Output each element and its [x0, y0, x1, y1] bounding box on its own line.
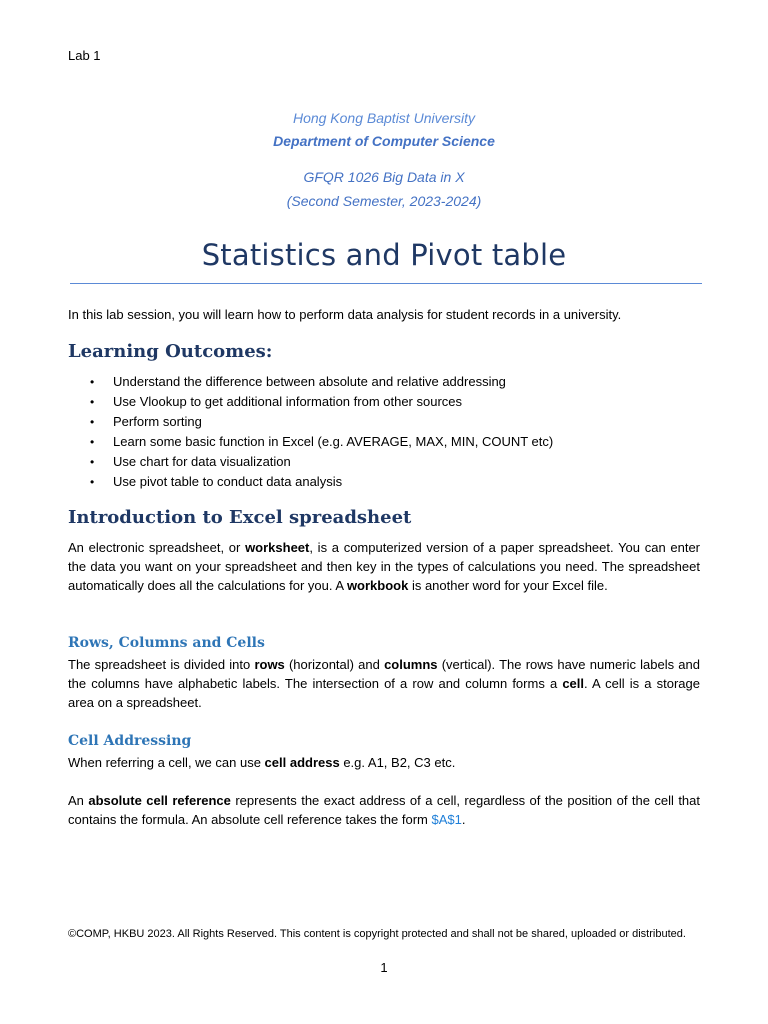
spreadsheet-paragraph — [68, 538, 700, 595]
bullet-icon: • — [90, 435, 95, 449]
text-run: e.g. A1, B2, C3 etc. — [339, 755, 456, 770]
text-run: , is a computerized version of a paper spreadsheet. You can enter the data you want on your spreadsheet and then key in the types of calculations you need. The spreadsheet automatically does all the calculations for you. A — [68, 540, 700, 593]
bullet-icon: • — [90, 415, 95, 429]
text-run: When referring a cell, we can use — [68, 755, 265, 770]
bold-term: cell — [562, 676, 585, 691]
rows-columns-cells-heading: Rows, Columns and Cells — [68, 635, 265, 651]
list-item — [68, 392, 553, 412]
copyright-notice: ©COMP, HKBU 2023. All Rights Reserved. This content is copyright protected and shall not be shared, uploaded or distributed. — [68, 928, 686, 940]
list-item-text: Understand the difference between absolute and relative addressing — [113, 374, 506, 389]
text-run: is another word for your Excel file. — [408, 578, 608, 593]
lab-label: Lab 1 — [68, 48, 101, 63]
bold-term: cell address — [264, 755, 340, 770]
text-run: The spreadsheet is divided into — [68, 657, 255, 672]
bullet-icon: • — [90, 375, 95, 389]
page-number: 1 — [380, 960, 388, 975]
list-item — [68, 472, 553, 492]
text-run: An electronic spreadsheet, or — [68, 540, 246, 555]
page-title: Statistics and Pivot table — [201, 238, 567, 272]
rows-columns-paragraph — [68, 655, 700, 712]
learning-outcomes-list — [68, 372, 553, 492]
bold-term: workbook — [346, 578, 409, 593]
bold-term: worksheet — [245, 540, 310, 555]
absolute-reference-paragraph — [68, 791, 700, 829]
bold-term: absolute cell reference — [88, 793, 231, 808]
list-item-text: Learn some basic function in Excel (e.g. AVERAGE, MAX, MIN, COUNT etc) — [113, 434, 554, 449]
course-name: GFQR 1026 Big Data in X — [303, 169, 465, 185]
list-item — [68, 432, 553, 452]
department-name: Department of Computer Science — [273, 133, 495, 149]
semester-label: (Second Semester, 2023-2024) — [286, 193, 482, 209]
excel-intro-heading: Introduction to Excel spreadsheet — [68, 507, 412, 528]
university-name: Hong Kong Baptist University — [292, 110, 476, 126]
bold-term: columns — [384, 657, 438, 672]
text-run: represents the exact address of a cell, regardless of the position of the cell that contains the formula. An absolute cell reference takes the form — [68, 793, 701, 827]
intro-paragraph: In this lab session, you will learn how to perform data analysis for student records in a university. — [68, 307, 622, 322]
text-run: (vertical). The rows have numeric labels and the columns have alphabetic labels. The intersection of a row and column forms a — [68, 657, 700, 691]
learning-outcomes-heading: Learning Outcomes: — [68, 341, 273, 362]
list-item — [68, 372, 553, 392]
list-item — [68, 452, 553, 472]
list-item-text: Use chart for data visualization — [113, 454, 291, 469]
list-item-text: Use Vlookup to get additional information from other sources — [113, 394, 463, 409]
text-run: (horizontal) and — [284, 657, 385, 672]
bullet-icon: • — [90, 395, 95, 409]
list-item-text: Perform sorting — [113, 414, 202, 429]
text-run: . A cell is a storage area on a spreadsheet. — [68, 676, 700, 710]
list-item-text: Use pivot table to conduct data analysis — [113, 474, 343, 489]
title-divider — [70, 283, 702, 284]
list-item — [68, 412, 553, 432]
bullet-icon: • — [90, 455, 95, 469]
cell-addressing-heading: Cell Addressing — [68, 733, 192, 749]
bold-term: rows — [254, 657, 285, 672]
text-run: . — [461, 812, 466, 827]
cell-address-paragraph — [68, 753, 700, 772]
text-run: An — [68, 793, 89, 808]
absolute-reference-example: $A$1 — [431, 812, 462, 827]
bullet-icon: • — [90, 475, 95, 489]
